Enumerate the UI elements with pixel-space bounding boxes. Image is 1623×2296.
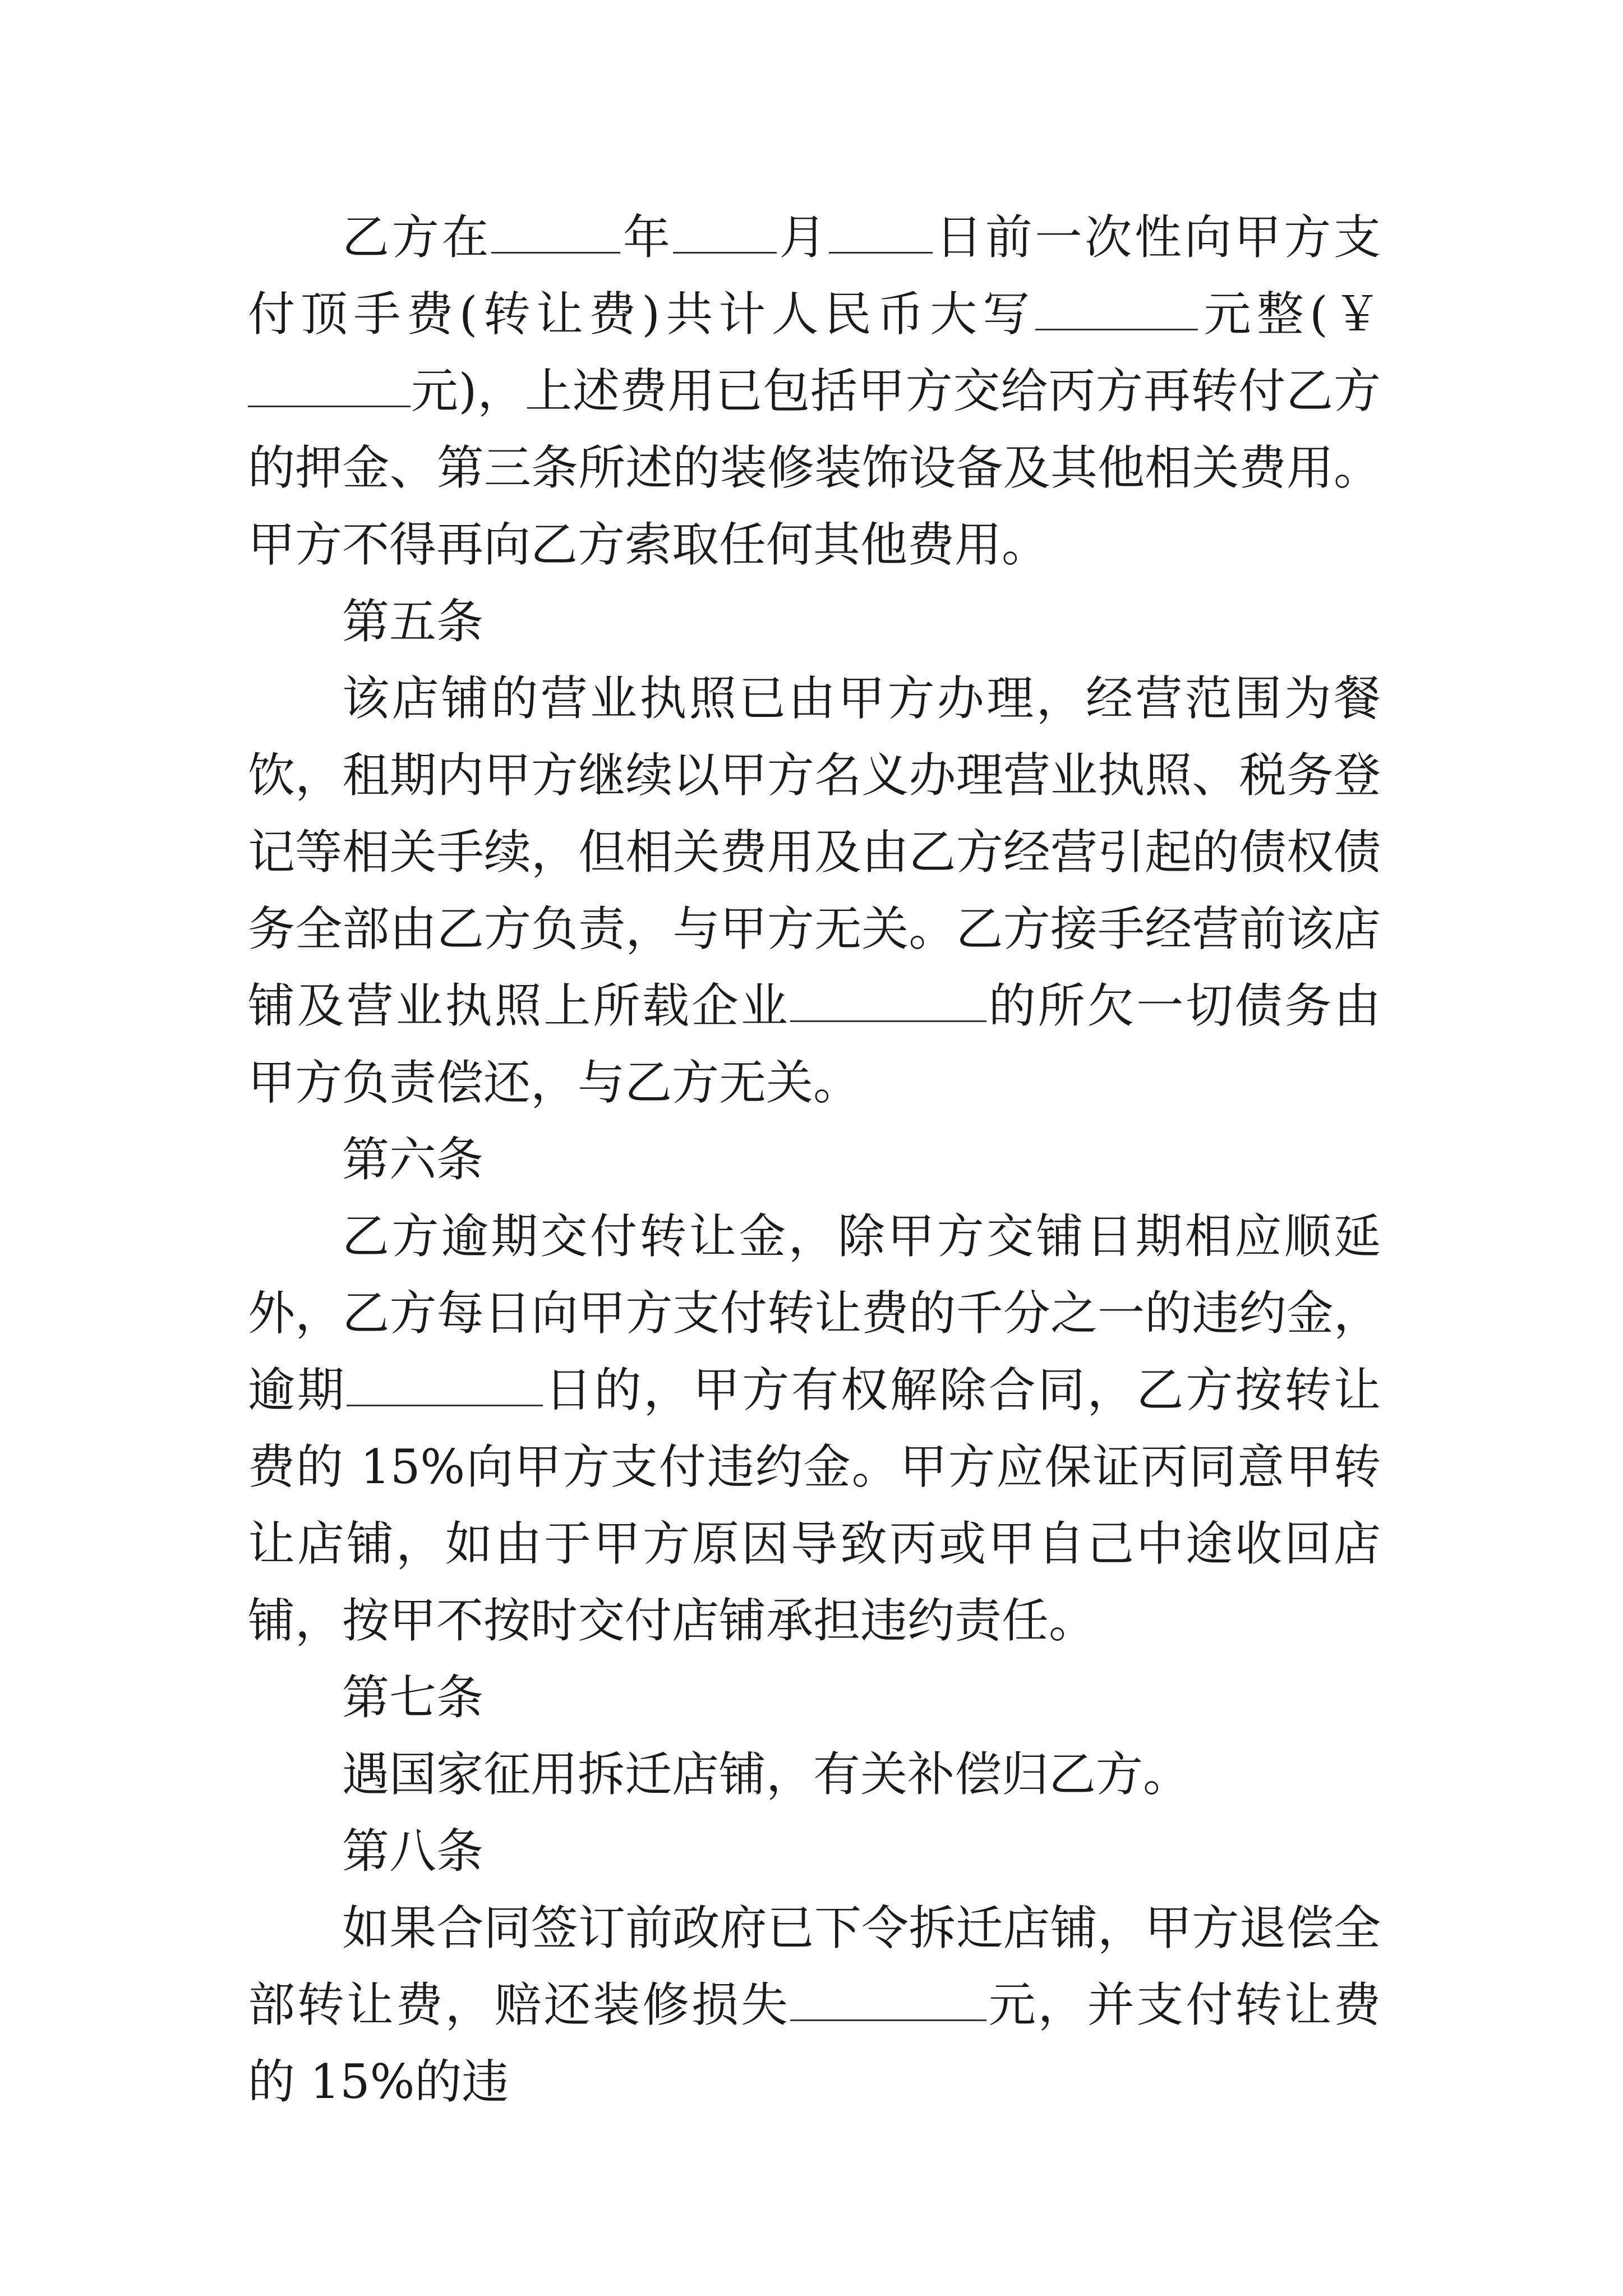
payment-paragraph bbox=[248, 199, 1381, 583]
amount-words-blank bbox=[1035, 286, 1198, 330]
text-run: 月 bbox=[776, 210, 829, 265]
article-6-heading: 第六条 bbox=[342, 1132, 484, 1187]
text-run: 乙方逾期交付转让金，除甲方交铺日期相应顺延外，乙方每日向甲方支付转让费的千分之一的违约金，逾期 bbox=[248, 1209, 1381, 1418]
amount-figures-blank bbox=[248, 363, 411, 407]
article-7-paragraph: 遇国家征用拆迁店铺，有关补偿归乙方。 bbox=[342, 1747, 1191, 1802]
text-run: 元整(￥ bbox=[1198, 287, 1381, 342]
day-blank bbox=[829, 209, 933, 254]
text-run: 该店铺的营业执照已由甲方办理，经营范围为餐饮，租期内甲方继续以甲方名义办理营业执照、税务登记等相关手续，但相关费用及由乙方经营引起的债权债务全部由乙方负责，与甲方无关。乙方接手经营前该店铺及营业执照上所载企业 bbox=[248, 671, 1381, 1033]
text-run: 如果合同签订前政府已下令拆迁店铺，甲方退偿全部转让费，赔还装修损失 bbox=[248, 1901, 1381, 2032]
text-run: 日的，甲方有权解除合同，乙方按转让费的 15%向甲方支付违约金。甲方应保证丙同意甲转让店铺，如由于甲方原因导致丙或甲自己中途收回店铺，按甲不按时交付店铺承担违约责任。 bbox=[248, 1363, 1381, 1648]
text-run: 的所欠一切债务由甲方负责偿还，与乙方无关。 bbox=[248, 978, 1381, 1110]
renovation-loss-blank bbox=[790, 1977, 986, 2021]
text-run: 年 bbox=[620, 210, 673, 265]
article-8-heading: 第八条 bbox=[342, 1824, 484, 1879]
month-blank bbox=[673, 209, 777, 254]
article-5-heading: 第五条 bbox=[342, 594, 484, 649]
article-8-paragraph bbox=[248, 1890, 1381, 2120]
overdue-days-blank bbox=[347, 1362, 543, 1406]
article-5-paragraph bbox=[248, 660, 1381, 1121]
text-run: 乙方在 bbox=[342, 210, 492, 265]
contract-body bbox=[248, 199, 1381, 2120]
company-name-blank bbox=[790, 978, 986, 1022]
article-6-paragraph bbox=[248, 1198, 1381, 1659]
text-run: 元)，上述费用已包括甲方交给丙方再转付乙方的押金、第三条所述的装修装饰设备及其他相关费用。甲方不得再向乙方索取任何其他费用。 bbox=[248, 364, 1381, 572]
article-7-heading: 第七条 bbox=[342, 1670, 484, 1725]
text-run: 元，并支付转让费的 15%的违 bbox=[248, 1977, 1381, 2109]
text-run: 日前一次性向甲方支付顶手费(转让费)共计人民币大写 bbox=[248, 210, 1381, 342]
year-blank bbox=[491, 209, 620, 254]
